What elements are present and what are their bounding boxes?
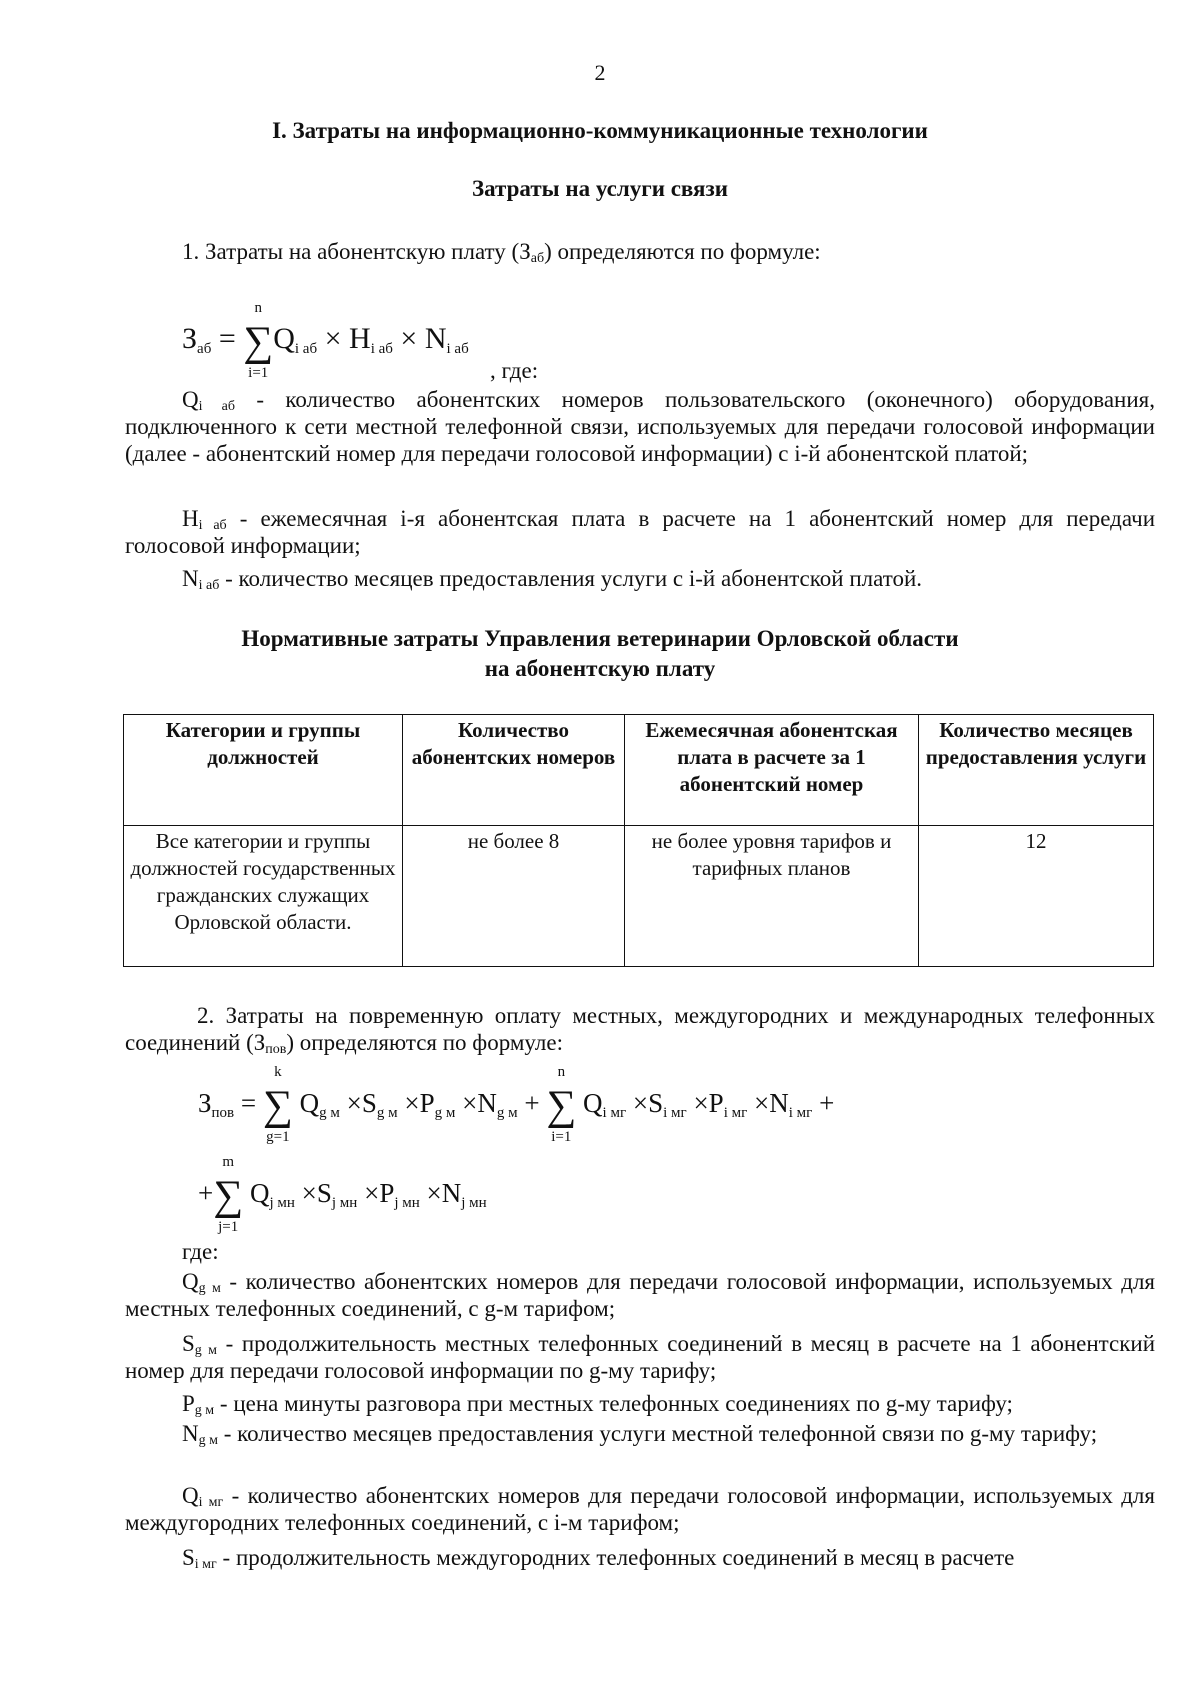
sum-symbol: ∑ m j=1 (213, 1154, 244, 1235)
item2-intro: 2. Затраты на повременную оплату местных, междугородних и международных телефонных соединений $(З_{пов})$ определяются по формуле: (125, 1003, 1155, 1057)
item2-where: где: (182, 1239, 219, 1264)
formula-time-based-line1: Зпов = ∑ k g=1 Qg м ×Sg м ×Pg м ×Ng м + ∑ n i=1 Qi мг ×Si мг ×Pi мг ×Ni мг + (198, 1064, 835, 1145)
sum-symbol: ∑ k g=1 (262, 1064, 293, 1145)
header-number-count: Количество абонентских номеров (403, 715, 625, 826)
table-title-line1: Нормативные затраты Управления ветеринарии Орловской области (241, 626, 959, 651)
cell-months: 12 (919, 826, 1154, 967)
formula-subscription: Заб = ∑ n i=1 Qi аб × Нi аб × Ni аб (182, 300, 469, 381)
normative-costs-table (123, 714, 1154, 967)
cell-monthly-fee: не более уровня тарифов и тарифных планов (625, 826, 919, 967)
cell-number-count: не более 8 (403, 826, 625, 967)
header-categories: Категории и группы должностей (124, 715, 403, 826)
item1-intro: 1. Затраты на абонентскую плату $(З_{аб})$ определяются по формуле: (182, 239, 821, 266)
def-n-ab: $N_{i аб}$ - количество месяцев предоставления услуги с i-й абонентской платой. (182, 566, 923, 593)
def-q-gm: $Q_{g м}$ - количество абонентских номеров для передачи голосовой информации, используемых для местных телефонных соединений, с g-м тарифом; (125, 1269, 1155, 1321)
formula-time-based-line2: +∑ m j=1 Qj мн ×Sj мн ×Pj мн ×Nj мн (198, 1154, 487, 1235)
def-n-gm: $N_{g м}$ - количество месяцев предоставления услуги местной телефонной связи по g-му тарифу; (182, 1421, 1098, 1448)
def-s-gm: $S_{g м}$ - продолжительность местных телефонных соединений в месяц в расчете на 1 абонентский номер для передачи голосовой информации по g-му тарифу; (125, 1331, 1155, 1383)
sum-symbol: ∑ n i=1 (546, 1064, 577, 1145)
def-p-gm: $P_{g м}$ - цена минуты разговора при местных телефонных соединениях по g-му тарифу; (182, 1391, 1013, 1418)
table-row (124, 826, 1154, 967)
table-header-row (124, 715, 1154, 826)
header-months: Количество месяцев предоставления услуги (919, 715, 1154, 826)
table-title-line2: на абонентскую плату (484, 656, 716, 681)
def-s-img: $S_{i мг}$ - продолжительность междугородних телефонных соединений в месяц в расчете (182, 1545, 1015, 1572)
page-number: 2 (594, 60, 606, 85)
subsection-title: Затраты на услуги связи (472, 176, 728, 201)
formula-where: , где: (490, 358, 539, 383)
cell-categories: Все категории и группы должностей государственных гражданских служащих Орловской области. (124, 826, 403, 967)
sum-symbol: ∑ n i=1 (243, 300, 274, 381)
def-q-img: $Q_{i мг}$ - количество абонентских номеров для передачи голосовой информации, используемых для междугородних телефонных соединений, с i-м тарифом; (125, 1483, 1155, 1535)
section-title: I. Затраты на информационно-коммуникационные технологии (272, 118, 928, 143)
def-h-ab: $Н_{i аб}$ - ежемесячная i-я абонентская плата в расчете на 1 абонентский номер для передачи голосовой информации; (125, 506, 1155, 558)
def-q-ab: $Q_{i аб}$ - количество абонентских номеров пользовательского (оконечного) оборудования, подключенного к сети местной телефонной связи, используемых для передачи голосовой информации (далее - абонентский номер для передачи голосовой информации) с i-й абонентской платой; (125, 387, 1155, 466)
header-monthly-fee: Ежемесячная абонентская плата в расчете за 1 абонентский номер (625, 715, 919, 826)
